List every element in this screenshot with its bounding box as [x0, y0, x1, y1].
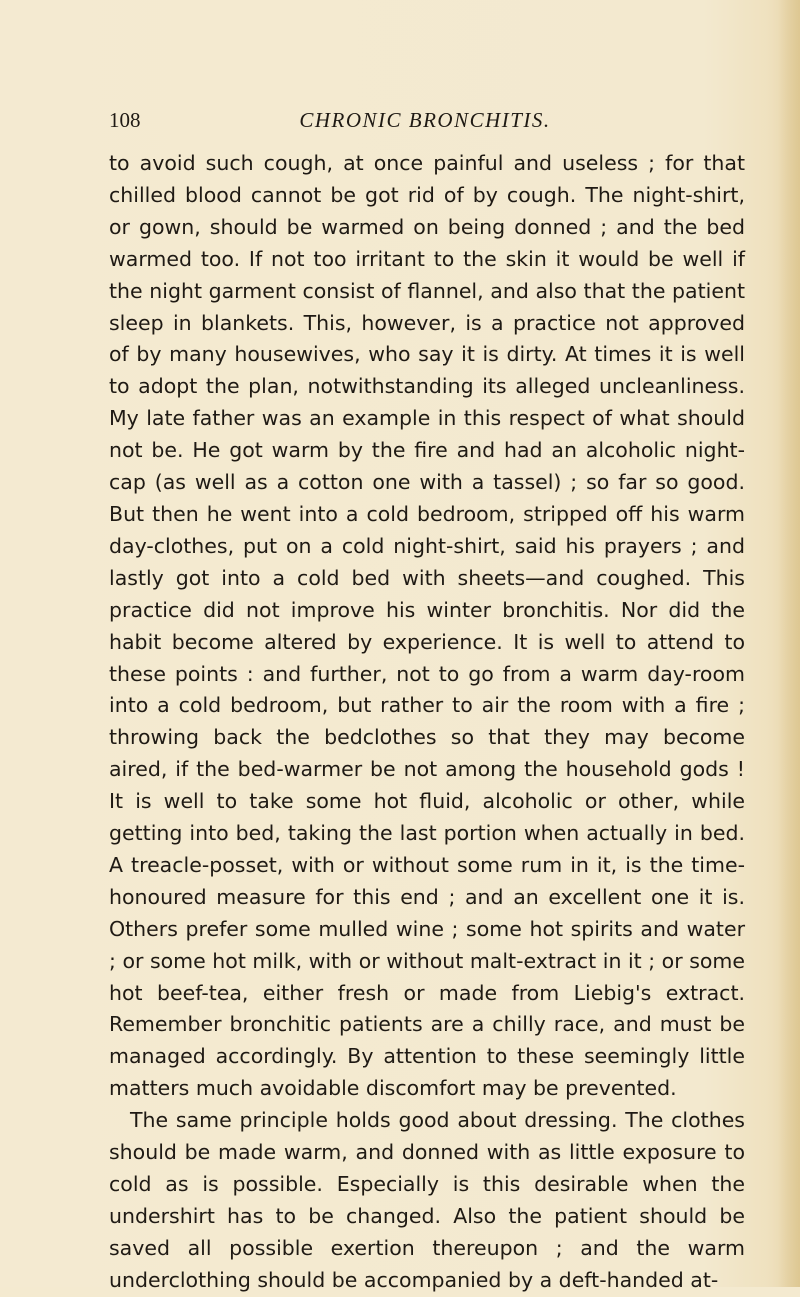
page-header: [109, 108, 741, 138]
paragraph: to avoid such cough, at once painful and useless ; for that chilled blood cannot be got rid of by cough. The night-shirt, or gown, should be warmed on being donned ; and the bed warmed too. If not too irritant to the skin it would be well if the night garment consist of flannel, and also that the patient sleep in blankets. This, however, is a practice not approved of by many housewives, who say it is dirty. At times it is well to adopt the plan, notwithstanding its alleged uncleanliness. My late father was an example in this respect of what should not be. He got warm by the fire and had an alcoholic night-cap (as well as a cotton one with a tassel) ; so far so good. But then he went into a cold bedroom, stripped off his warm day-clothes, put on a cold night-shirt, said his prayers ; and lastly got into a cold bed with sheets—and coughed. This practice did not improve his winter bronchitis. Nor did the habit become altered by experience. It is well to attend to these points : and further, not to go from a warm day-room into a cold bedroom, but rather to air the room with a fire ; throwing back the bedclothes so that they may become aired, if the bed-warmer be not among the household gods ! It is well to take some hot fluid, alcoholic or other, while getting into bed, taking the last portion when actually in bed. A treacle-posset, with or without some rum in it, is the time-honoured measure for this end ; and an excellent one it is. Others prefer some mulled wine ; some hot spirits and water ; or some hot milk, with or without malt-extract in it ; or some hot beef-tea, either fresh or made from Liebig's extract. Remember bronchitic patients are a chilly race, and must be managed accordingly. By attention to these seemingly little matters much avoidable discomfort may be prevented.: [109, 151, 745, 1101]
page-number: 108: [109, 108, 141, 132]
page-edge-shadow: [778, 0, 800, 1287]
body-text: [109, 148, 745, 1297]
running-head: CHRONIC BRONCHITIS.: [299, 108, 551, 132]
paragraph: The same principle holds good about dressing. The clothes should be made warm, and donned with as little exposure to cold as is possible. Especially is this desirable when the undershirt has to be changed. Also the patient should be saved all possible exertion thereupon ; and the warm underclothing should be accompanied by a deft-handed at-: [109, 1108, 745, 1292]
